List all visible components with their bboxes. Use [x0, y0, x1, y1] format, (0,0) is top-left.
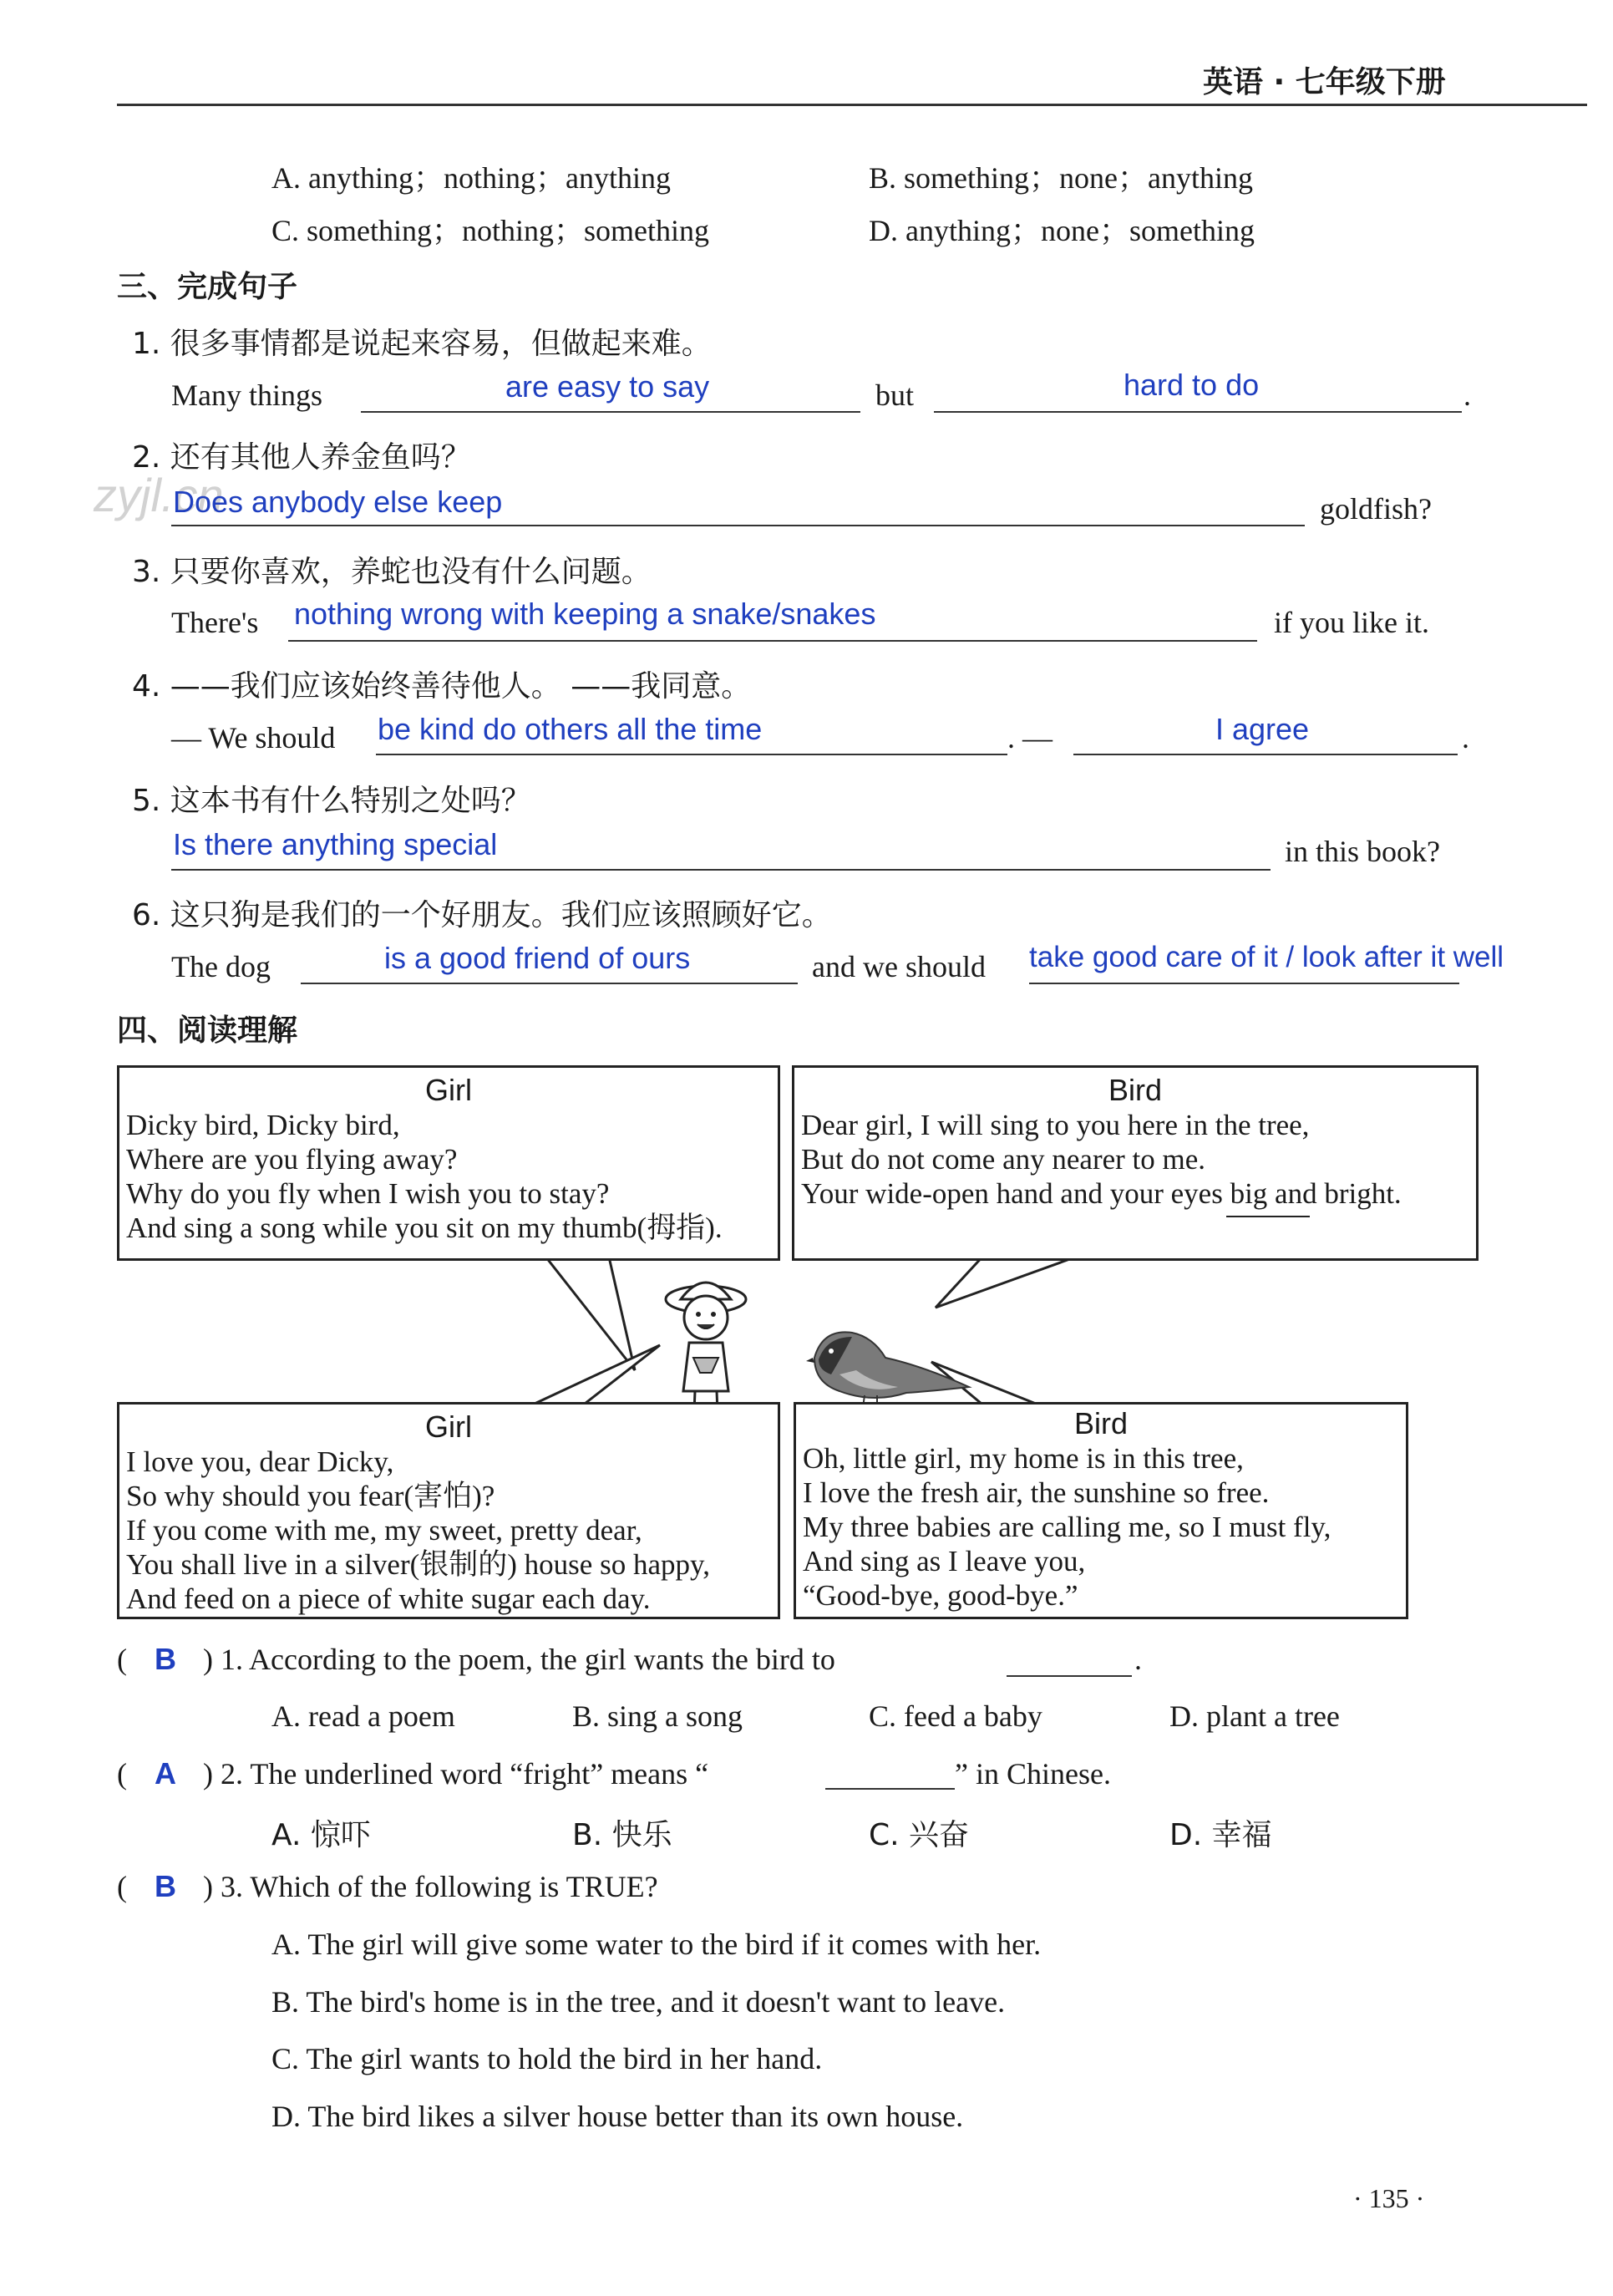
q1-mid: but — [875, 378, 915, 412]
box1-line: Why do you fly when I wish you to stay? — [126, 1177, 610, 1210]
q4-chinese: 4. ——我们应该始终善待他人。 ——我同意。 — [132, 669, 752, 704]
q5-answer: Is there anything special — [173, 827, 498, 861]
box2-line: Your wide-open hand and your eyes big and bright. — [801, 1177, 1402, 1210]
q4-prefix: — We should — [171, 721, 336, 754]
box3-line: So why should you fear(害怕)? — [126, 1480, 495, 1512]
q4-answer-2: I agree — [1215, 712, 1310, 746]
box4-line: I love the fresh air, the sunshine so free. — [803, 1476, 1270, 1509]
mc3-stem: ) 3. Which of the following is TRUE? — [203, 1870, 658, 1903]
mc3-option-a[interactable]: A. The girl will give some water to the bird if it comes with her. — [271, 1928, 1042, 1961]
box3-line: And feed on a piece of white sugar each day. — [126, 1582, 651, 1615]
option-a: A. anything；nothing；anything — [271, 161, 671, 195]
q4-answer-1: be kind do others all the time — [378, 712, 763, 746]
q1-answer-1: are easy to say — [505, 369, 710, 404]
box4-line: “Good-bye, good-bye.” — [803, 1579, 1078, 1612]
tail-girl-bottom — [535, 1345, 660, 1404]
mc3-option-d[interactable]: D. The bird likes a silver house better than its own house. — [271, 2100, 964, 2133]
mc2-option-d[interactable]: D. 幸福 — [1169, 1818, 1272, 1852]
q1-end: . — [1463, 378, 1471, 412]
mc1-stem: ) 1. According to the poem, the girl wants the bird to — [203, 1643, 835, 1676]
box2-line: Dear girl, I will sing to you here in the tree, — [801, 1109, 1310, 1141]
mc2-blank[interactable] — [825, 1788, 955, 1790]
q5-suffix: in this book? — [1285, 835, 1440, 868]
q1-answer-2: hard to do — [1124, 368, 1260, 402]
box2-line: But do not come any nearer to me. — [801, 1143, 1206, 1176]
mc1-answer: B — [155, 1642, 176, 1676]
q3-suffix: if you like it. — [1274, 606, 1429, 639]
q2-answer: Does anybody else keep — [173, 485, 503, 519]
q6-prefix: The dog — [171, 950, 271, 983]
mc2-option-c[interactable]: C. 兴奋 — [869, 1818, 970, 1852]
q5-chinese: 5. 这本书有什么特别之处吗？ — [132, 784, 531, 818]
q6-chinese: 6. 这只狗是我们的一个好朋友。我们应该照顾好它。 — [132, 898, 832, 932]
option-c: C. something；nothing；something — [271, 214, 710, 247]
mc2-option-b[interactable]: B. 快乐 — [572, 1818, 672, 1852]
q4-end: . — [1462, 721, 1469, 754]
box3-speaker: Girl — [425, 1410, 472, 1444]
box3-line: If you come with me, my sweet, pretty dear, — [126, 1514, 642, 1547]
speech-box-girl-2 — [117, 1402, 780, 1619]
box1-line: Where are you flying away? — [126, 1143, 458, 1176]
mc1-blank[interactable] — [1007, 1675, 1132, 1677]
q4-mid: . — — [1007, 721, 1053, 754]
q1-prefix: Many things — [171, 378, 323, 412]
q3-chinese: 3. 只要你喜欢，养蛇也没有什么问题。 — [132, 555, 652, 589]
mc3-option-c[interactable]: C. The girl wants to hold the bird in her hand. — [271, 2042, 823, 2075]
section4-title: 四、阅读理解 — [117, 1013, 298, 1048]
box4-line: My three babies are calling me, so I must fly, — [803, 1511, 1331, 1543]
box2-speaker: Bird — [1108, 1073, 1163, 1107]
section3-title: 三、完成句子 — [117, 270, 298, 304]
watermark: zyjl.cn — [94, 469, 224, 521]
speech-box-bird-2 — [794, 1402, 1408, 1619]
q3-answer: nothing wrong with keeping a snake/snakes — [294, 597, 876, 631]
box4-line: Oh, little girl, my home is in this tree, — [803, 1442, 1244, 1475]
mc1-stem-end: . — [1134, 1643, 1142, 1676]
fright-underline — [1226, 1216, 1310, 1217]
option-d: D. anything；none；something — [869, 214, 1255, 247]
tail-girl-top — [543, 1253, 635, 1370]
speech-box-girl-1 — [117, 1065, 780, 1261]
option-b: B. something；none；anything — [869, 161, 1253, 195]
mc3-answer: B — [155, 1869, 176, 1903]
box4-speaker: Bird — [1073, 1406, 1129, 1440]
q2-suffix: goldfish? — [1320, 492, 1432, 526]
q2-chinese: 2. 还有其他人养金鱼吗？ — [132, 440, 471, 475]
box3-line: I love you, dear Dicky, — [126, 1445, 394, 1478]
q1-chinese: 1. 很多事情都是说起来容易，但做起来难。 — [132, 327, 712, 361]
q6-answer-1: is a good friend of ours — [384, 941, 691, 975]
mc1-paren: ( — [117, 1643, 127, 1676]
mc2-answer: A — [155, 1756, 176, 1791]
box1-speaker: Girl — [425, 1073, 472, 1107]
mc1-option-b[interactable]: B. sing a song — [572, 1699, 743, 1733]
mc2-stem: ) 2. The underlined word “fright” means “ — [203, 1757, 709, 1791]
mc2-paren: ( — [117, 1757, 127, 1791]
speech-box-bird-1 — [792, 1065, 1479, 1261]
q6-answer-2: take good care of it / look after it well — [1029, 941, 1504, 973]
mc2-option-a[interactable]: A. 惊吓 — [271, 1818, 371, 1852]
mc1-option-c[interactable]: C. feed a baby — [869, 1699, 1042, 1733]
box3-line: You shall live in a silver(银制的) house so happy, — [126, 1548, 710, 1581]
box4-line: And sing as I leave you, — [803, 1545, 1086, 1577]
mc3-paren: ( — [117, 1870, 127, 1903]
q3-prefix: There's — [171, 606, 259, 639]
mc3-option-b[interactable]: B. The bird's home is in the tree, and it doesn't want to leave. — [271, 1985, 1006, 2019]
header-title: 英语 · 七年级下册 — [1203, 65, 1446, 99]
mc1-option-a[interactable]: A. read a poem — [271, 1699, 455, 1733]
tail-bird-top — [936, 1253, 1086, 1308]
box1-line: And sing a song while you sit on my thumb(拇指). — [126, 1211, 723, 1244]
mc1-option-d[interactable]: D. plant a tree — [1169, 1699, 1340, 1733]
box1-line: Dicky bird, Dicky bird, — [126, 1109, 400, 1141]
mc2-stem-end: ” in Chinese. — [955, 1757, 1111, 1791]
page-number: · 135 · — [1353, 2183, 1425, 2213]
q6-mid: and we should — [812, 950, 986, 983]
